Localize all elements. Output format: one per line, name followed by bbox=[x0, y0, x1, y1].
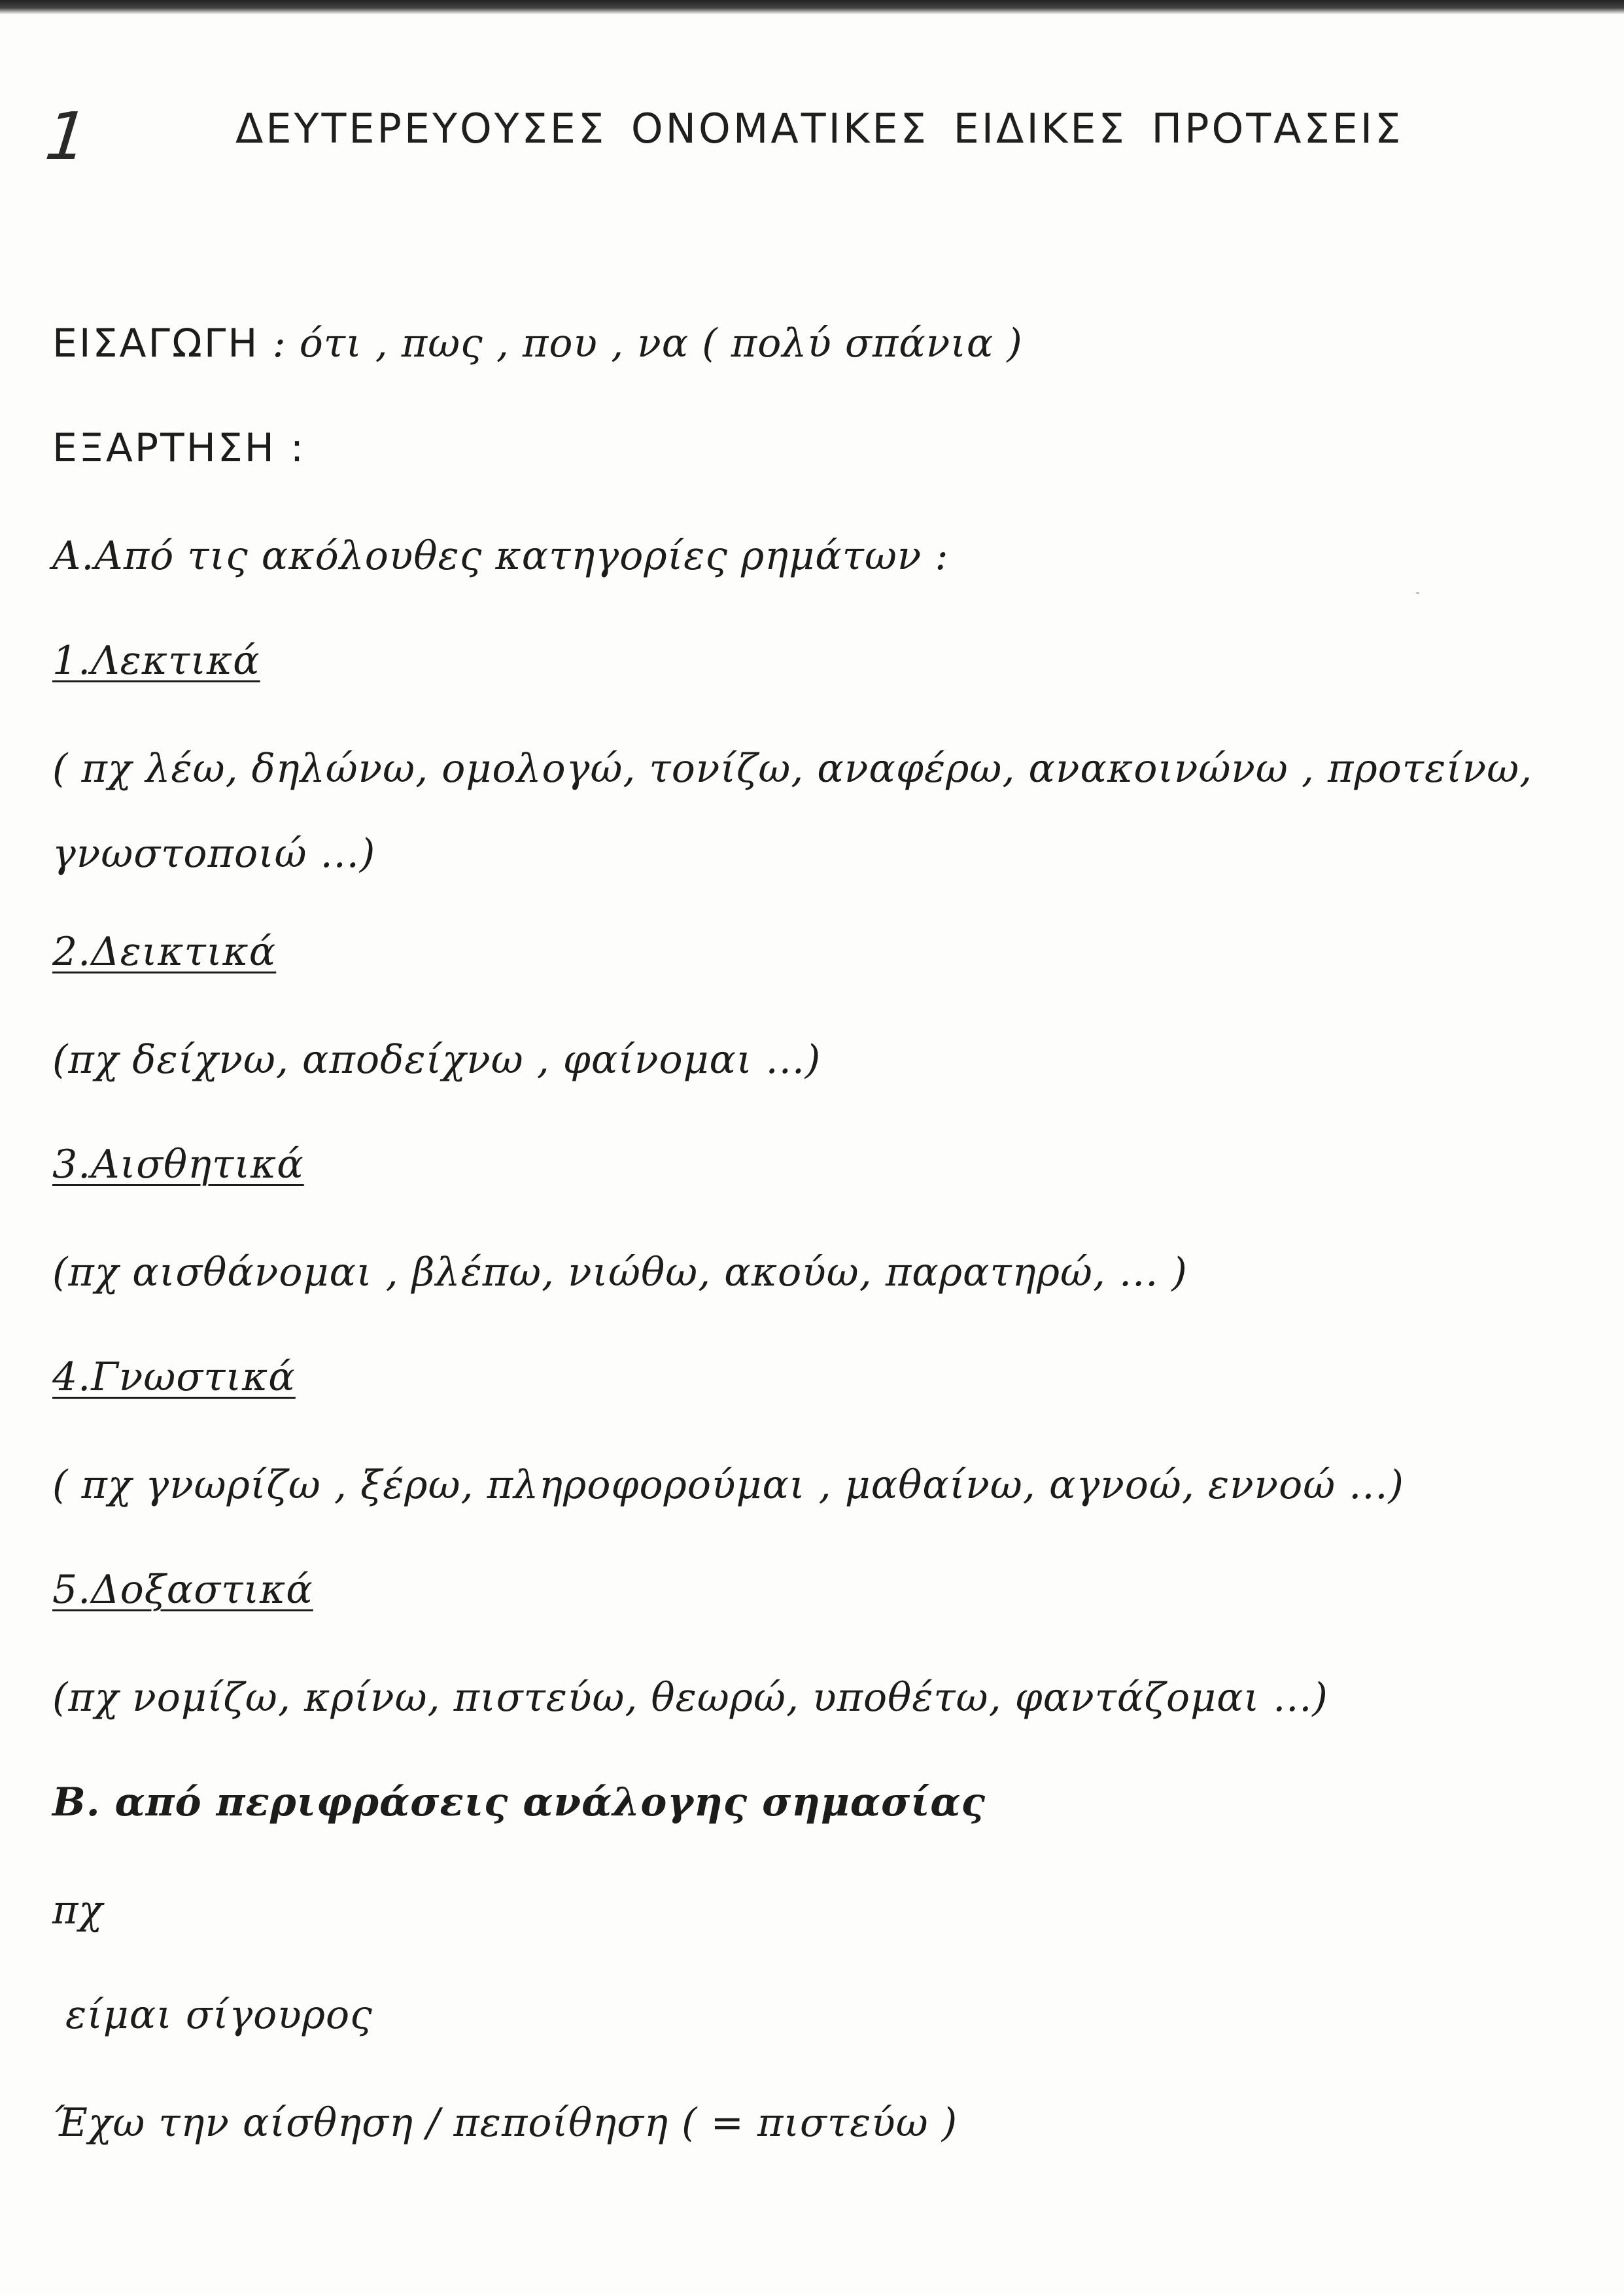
page-number: 1 bbox=[41, 98, 92, 175]
scan-edge bbox=[0, 0, 1624, 14]
example-line: είμαι σίγουρος bbox=[65, 1992, 373, 2038]
example-label: πχ bbox=[52, 1887, 103, 1933]
page-title: ΔΕΥΤΕΡΕΥΟΥΣΕΣ ΟΝΟΜΑΤΙΚΕΣ ΕΙΔΙΚΕΣ ΠΡΟΤΑΣΕΙΣ bbox=[235, 105, 1404, 152]
example-line: Έχω την αίσθηση / πεποίθηση ( = πιστεύω ) bbox=[52, 2100, 958, 2146]
category-title: 2.Δεικτικά bbox=[52, 929, 277, 975]
intro-label: ΕΙΣΑΓΩΓΗ bbox=[52, 321, 260, 366]
section-b-heading: Β. από περιφράσεις ανάλογης σημασίας bbox=[52, 1779, 986, 1825]
category-examples: γνωστοποιώ ...) bbox=[52, 831, 376, 877]
category-title: 3.Αισθητικά bbox=[52, 1142, 304, 1187]
category-examples: (πχ δείχνω, αποδείχνω , φαίνομαι ...) bbox=[52, 1037, 821, 1083]
category-title: 4.Γνωστικά bbox=[52, 1354, 296, 1400]
intro-text: : ότι , πως , που , να ( πολύ σπάνια ) bbox=[259, 321, 1023, 366]
category-examples: (πχ αισθάνομαι , βλέπω, νιώθω, ακούω, παρατηρώ, ... ) bbox=[52, 1250, 1188, 1295]
scan-speck bbox=[1416, 592, 1419, 594]
intro-line bbox=[52, 321, 1023, 366]
dependency-label: ΕΞΑΡΤΗΣΗ : bbox=[52, 425, 306, 471]
category-examples: ( πχ γνωρίζω , ξέρω, πληροφορούμαι , μαθαίνω, αγνοώ, εννοώ ...) bbox=[52, 1462, 1404, 1508]
section-a-heading: Α.Από τις ακόλουθες κατηγορίες ρημάτων : bbox=[52, 533, 949, 579]
category-examples: ( πχ λέω, δηλώνω, ομολογώ, τονίζω, αναφέρω, ανακοινώνω , προτείνω, bbox=[52, 746, 1533, 792]
category-title: 5.Δοξαστικά bbox=[52, 1567, 313, 1613]
category-examples: (πχ νομίζω, κρίνω, πιστεύω, θεωρώ, υποθέτω, φαντάζομαι ...) bbox=[52, 1675, 1328, 1721]
category-title: 1.Λεκτικά bbox=[52, 638, 260, 684]
